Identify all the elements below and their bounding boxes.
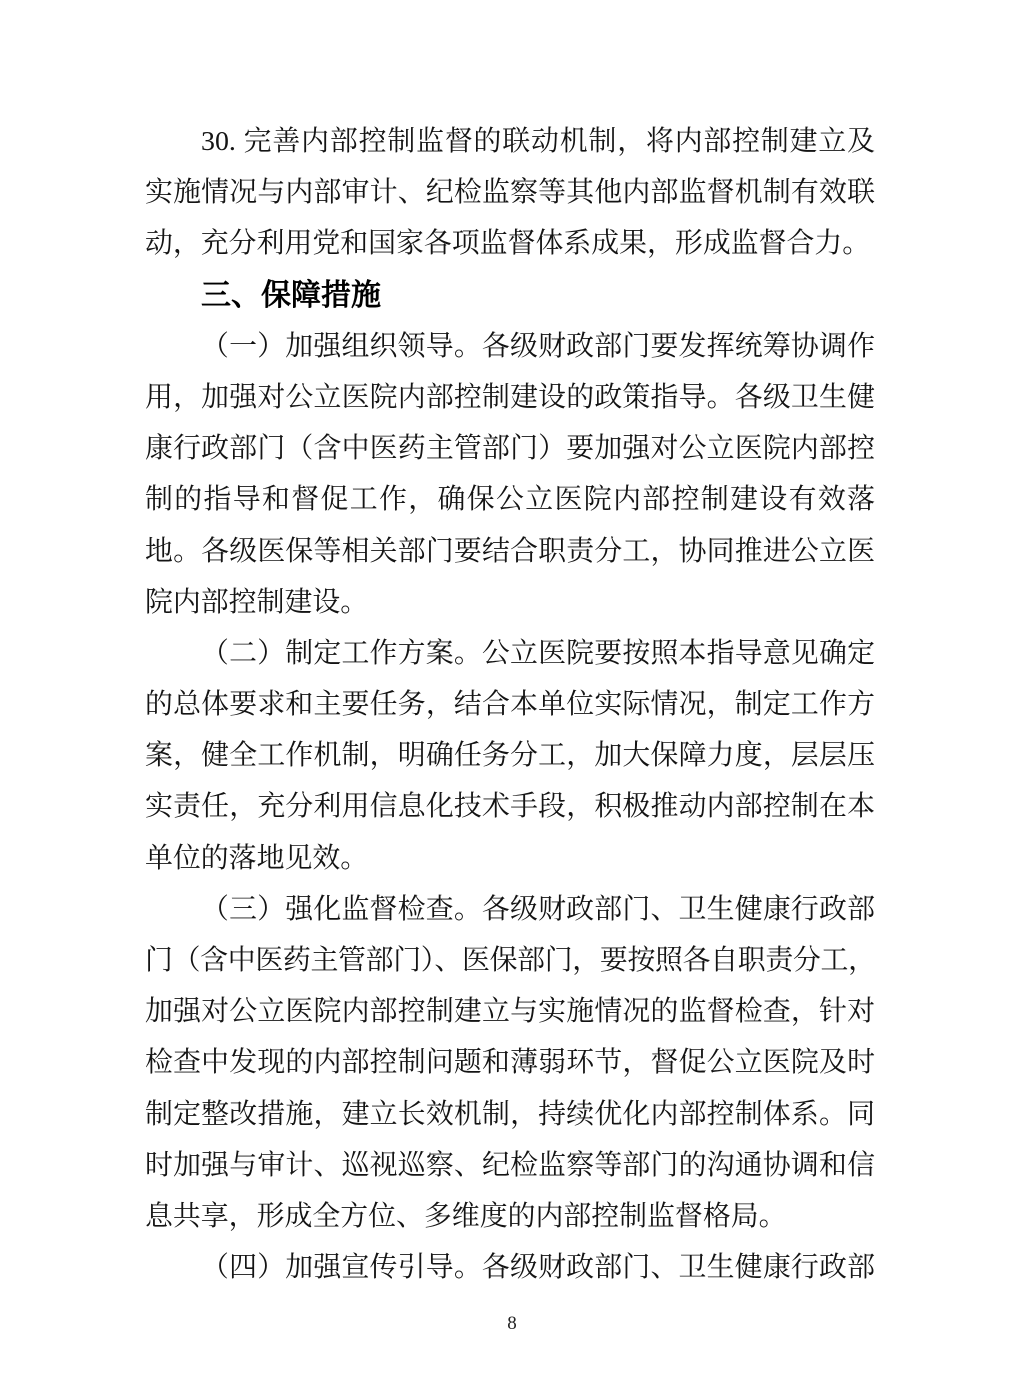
text-line: 息共享，形成全方位、多维度的内部控制监督格局。 [145,1200,787,1232]
text-line: 门（含中医药主管部门）、医保部门，要按照各自职责分工， [145,945,875,976]
text-line: 实施情况与内部审计、纪检监察等其他内部监督机制有效联 [145,177,875,209]
text-line: 康行政部门（含中医药主管部门）要加强对公立医院内部控 [145,433,875,465]
text-line: 制定整改措施，建立长效机制，持续优化内部控制体系。同 [145,1098,875,1130]
text-line: （二）制定工作方案。公立医院要按照本指导意见确定 [201,637,875,669]
page-number: 8 [507,1313,517,1334]
text-line: 动，充分利用党和国家各项监督体系成果，形成监督合力。 [145,228,871,260]
section-heading: 三、保障措施 [201,278,381,312]
text-line: 时加强与审计、巡视巡察、纪检监察等部门的沟通协调和信 [145,1149,875,1181]
text-line: （三）强化监督检查。各级财政部门、卫生健康行政部 [201,893,875,925]
text-line: 检查中发现的内部控制问题和薄弱环节，督促公立医院及时 [145,1047,875,1079]
text-body [145,116,875,1293]
text-line: （一）加强组织领导。各级财政部门要发挥统筹协调作 [201,330,875,362]
text-line: 实责任，充分利用信息化技术手段，积极推动内部控制在本 [145,791,875,823]
text-line: 地。各级医保等相关部门要结合职责分工，协同推进公立医 [145,535,875,567]
text-line: （四）加强宣传引导。各级财政部门、卫生健康行政部 [201,1252,875,1284]
text-line: 30. 完善内部控制监督的联动机制，将内部控制建立及 [201,126,875,157]
text-line: 的总体要求和主要任务，结合本单位实际情况，制定工作方 [145,689,875,721]
text-line: 加强对公立医院内部控制建立与实施情况的监督检查，针对 [145,996,875,1028]
text-line: 院内部控制建设。 [145,586,369,618]
text-line: 用，加强对公立医院内部控制建设的政策指导。各级卫生健 [145,381,875,413]
text-line: 单位的落地见效。 [145,842,369,874]
text-line: 制的指导和督促工作，确保公立医院内部控制建设有效落 [145,484,875,516]
text-line: 案，健全工作机制，明确任务分工，加大保障力度，层层压 [145,740,875,772]
page-footer [0,1313,1024,1335]
